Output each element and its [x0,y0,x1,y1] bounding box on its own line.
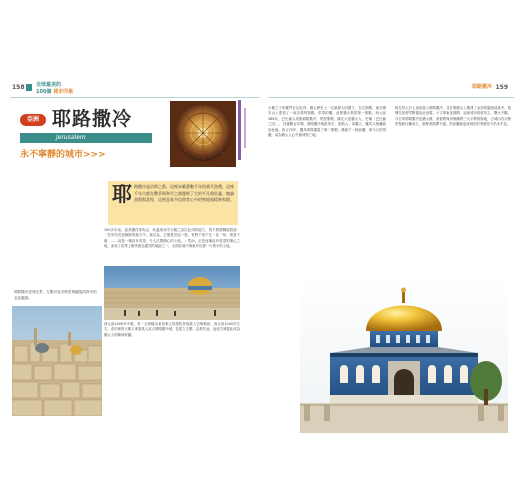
body-paragraph: 今日的耶路撒冷是猶太教、基督教與伊斯蘭教三大宗教的聖地，古城內各宗教的聖跡比鄰而立，朝聖者絡繹不絕，然而圍繞這座城市的爭端至今仍未平息。 [395,116,511,127]
region-badge: 亞洲 [20,114,46,126]
english-name-bar [20,133,152,143]
body-paragraph: 100多年前，當美國作家馬克．吐溫來到今天稱之為以色列的地方，曾不無感慨地寫道：「在所有荒涼無際的地方中，我以為，它便是首屈一指，荒野千里不生一花一草，被毀不堪，……這是一塊沒有希望，令人沉悶傷心的土地。」然而，正是這塊沒有希望的傷心之地，卻成了世界上衝突最為激烈的地區之一，全面在地中海東岸佔據一片狹小的土地。 [104,228,240,249]
body-paragraph: 阿拉伯人於七世紀進入耶路撒冷，並在聖殿山上興建了金頂的圓頂清真寺，相傳先知穆罕默德由此登霄。十字軍東征期間，這座城市再度易主，戰火不斷。 [395,106,511,116]
header-rule-right [268,97,514,98]
intro-box [108,181,238,225]
body-column-1 [268,106,386,138]
decorative-stripe [238,100,241,160]
old-city-photo [12,306,102,416]
book-title-line2 [36,88,73,95]
body-paragraph: 大衛之子所羅門在以色列、猶太歷史上一位最偉大的國王，在位期間，他在錫安山上建造了一座宏偉的聖殿，供奉約櫃，此即猶太教的第一聖殿。西元前586年，巴比倫人攻陷耶路撒冷，焚毀聖殿，擄走大批猶太人，史稱「巴比倫之囚」。 [268,106,386,127]
page-number-left: 158 [12,84,25,91]
article-title: 耶路撒冷 [52,108,133,130]
body-paragraph: 其後數百年間，耶路撒冷幾經易手，波斯人、希臘人、羅馬人相繼統治此地。西元70年，羅馬軍隊摧毀了第二聖殿，僅留下一段西牆，即今日的哭牆，成為猶太人心中最神聖之地。 [268,122,387,138]
body-paragraph: 西元前2000年中葉，有一支被稱為希伯來人的游牧民族進入巴勒斯坦，西元前1000年左右，希伯來的大衛王率領族人攻占耶路撒冷城，並建立王國，定都於此，這座古城從此成為猶太人的精神家園。 [104,322,240,337]
english-name: Jerusalem [56,134,86,141]
page-number-right: 159 [495,84,508,91]
dome-of-the-rock-photo [300,277,508,433]
dome-ceiling-photo [170,101,236,167]
caption-left: 耶路撒冷老城全景，左側可見各教堂與圓頂清真寺的金色圓頂。 [14,290,97,300]
header-rule-left [10,97,260,98]
article-subtitle: 永不寧靜的城市>>> [20,150,106,160]
body-column-2 [395,106,511,128]
book-title-highlight: 城市印象 [53,89,74,95]
intro-dropcap: 耶 [112,182,132,206]
book-title-prefix: 100個 [36,89,52,95]
section-name: 耶路撒冷 [471,84,492,90]
book-title-line1: 全球最美的 [36,82,62,88]
western-wall-photo [104,266,240,320]
decorative-stripe [244,108,246,148]
header-accent-bar [26,84,32,91]
intro-text: 路撒冷是信仰之都，這裡承載著數千年的歲月洗禮，這座千年古都在戰爭與和平之間歷經了它的平凡與壯麗，無論悲傷與喜悅，這裡是眾多信仰者心中的聖地與精神家園。 [134,184,234,203]
